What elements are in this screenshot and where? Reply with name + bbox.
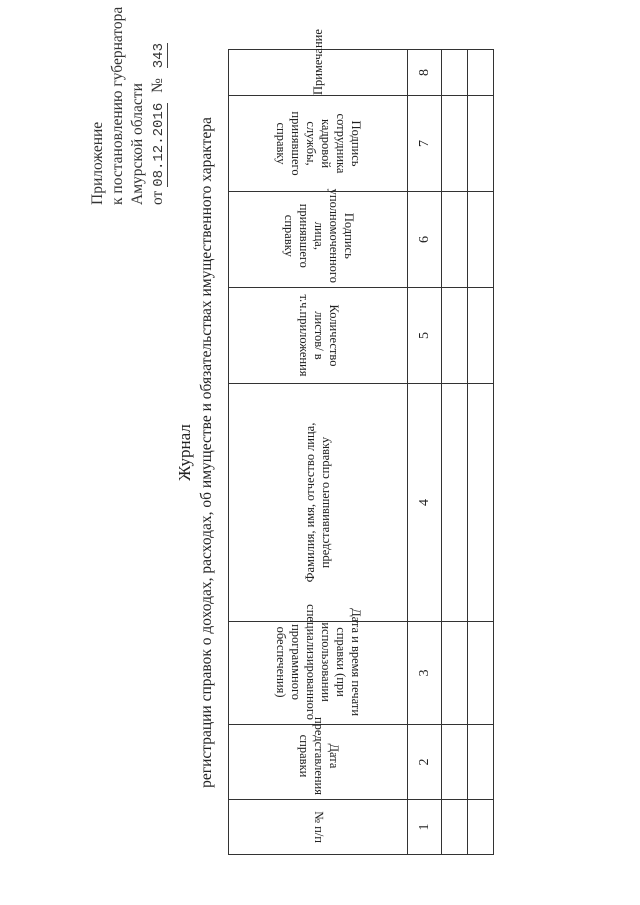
appendix-decree-line: к постановлению губернатора: [109, 6, 126, 205]
column-number: 8: [408, 50, 442, 96]
header-cell-hr-signature: [229, 96, 408, 192]
empty-row: [468, 50, 494, 855]
header-label: Примечание: [310, 29, 325, 95]
empty-cell: [468, 50, 494, 96]
empty-cell: [442, 622, 468, 725]
empty-row: [442, 50, 468, 855]
empty-cell: [442, 288, 468, 384]
header-row: [229, 50, 408, 855]
header-label: Подпись сотрудника кадровой службы, принявшего справку: [274, 111, 363, 176]
empty-cell: [442, 384, 468, 622]
empty-cell: [442, 800, 468, 855]
header-cell-number: [229, 800, 408, 855]
empty-cell: [468, 96, 494, 192]
journal-table: [228, 29, 494, 855]
header-cell-note: [229, 29, 408, 96]
column-number: 6: [408, 192, 442, 288]
appendix-region-line: Амурской области: [129, 83, 146, 205]
empty-cell: [468, 288, 494, 384]
number-sign: №: [149, 78, 166, 93]
appendix-title: Приложение: [89, 121, 106, 205]
header-cell-sheet-count: [229, 288, 408, 384]
header-cell-full-name: [229, 384, 408, 622]
empty-cell: [468, 384, 494, 622]
header-label: Дата и время печати справки (при использовании специализированного программного обеспечения): [274, 604, 363, 720]
journal-title: Журнал: [175, 424, 194, 481]
empty-cell: [468, 800, 494, 855]
column-number: 7: [408, 96, 442, 192]
header-label: Подпись уполномоченного лица, принявшего справку: [281, 188, 356, 284]
header-cell-print-datetime: [229, 604, 408, 725]
empty-cell: [468, 192, 494, 288]
header-label: № п/п: [311, 811, 326, 843]
column-number: 2: [408, 725, 442, 800]
empty-cell: [442, 725, 468, 800]
header-cell-authorized-signature: [229, 188, 408, 288]
header-label: Дата представления справки: [296, 716, 341, 795]
empty-cell: [468, 725, 494, 800]
decree-number: 343: [151, 43, 167, 69]
empty-cell: [442, 192, 468, 288]
empty-cell: [442, 50, 468, 96]
date-prefix: от: [149, 190, 166, 205]
header-label: Фамилия, имя, отчество лица, представившего справку: [303, 422, 332, 583]
column-number: 3: [408, 622, 442, 725]
journal-subtitle: регистрации справок о доходах, расходах, об имуществе и обязательствах имущественного характера: [198, 117, 215, 788]
column-number: 5: [408, 288, 442, 384]
decree-date: 08.12.2016: [151, 102, 167, 187]
appendix-date-line: [148, 0, 169, 205]
column-number: 1: [408, 800, 442, 855]
empty-cell: [442, 96, 468, 192]
appendix-block: [88, 0, 169, 205]
column-number: 4: [408, 384, 442, 622]
empty-cell: [468, 622, 494, 725]
column-number-row: [408, 50, 442, 855]
header-cell-submission-date: [229, 716, 408, 800]
header-label: Количество листов/ в т.ч.приложения: [296, 294, 341, 377]
